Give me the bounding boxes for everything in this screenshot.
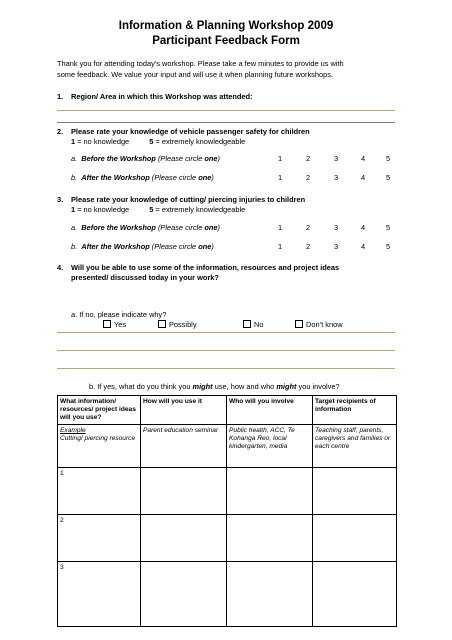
question-2b-instruction: (Please circle — [151, 173, 199, 182]
scale-high-text: = extremely knowledgeable — [155, 205, 246, 214]
question-3-scale-legend — [71, 205, 245, 215]
question-3a-label: a. — [71, 223, 78, 232]
scale-low-text: = no knowledge — [77, 205, 130, 214]
question-2a — [71, 154, 220, 164]
question-3b-paren: ) — [211, 242, 214, 251]
question-4 — [57, 263, 339, 283]
table-header: Target recipients of information — [313, 396, 397, 425]
question-3-text: Please rate your knowledge of cutting/ piercing injuries to children — [71, 195, 306, 204]
rating-2b-3[interactable]: 3 — [334, 173, 339, 182]
table-cell[interactable] — [227, 562, 313, 627]
rating-2a-2[interactable]: 2 — [306, 154, 311, 163]
question-2b-paren: ) — [211, 173, 214, 182]
option-dont-know-label: Don’t know — [306, 320, 343, 329]
scale-high-number: 5 — [149, 137, 154, 146]
question-3b-one: one — [198, 242, 212, 251]
question-2b-bold: After the Workshop — [81, 173, 150, 182]
usage-table — [57, 395, 397, 627]
section-divider — [57, 122, 395, 123]
rating-3a-3[interactable]: 3 — [334, 223, 339, 232]
option-no[interactable] — [243, 320, 263, 329]
rating-3b-3[interactable]: 3 — [334, 242, 339, 251]
rating-2b-4[interactable]: 4 — [361, 173, 366, 182]
table-cell[interactable]: 1 — [58, 468, 141, 515]
form-subtitle: Participant Feedback Form — [152, 35, 300, 47]
question-4-line-2: presented/ discussed today in your work? — [71, 273, 219, 282]
table-header: How will you use it — [141, 396, 227, 425]
example-col-1: Cutting/ piercing resource — [60, 435, 136, 442]
table-cell[interactable]: 3 — [58, 562, 141, 627]
question-4b-might-2: might — [276, 382, 297, 391]
rating-2a-4[interactable]: 4 — [361, 154, 366, 163]
question-1-number: 1. — [57, 92, 64, 101]
option-yes-label: Yes — [114, 320, 127, 329]
question-3 — [57, 195, 305, 205]
table-example-row — [58, 425, 397, 468]
option-possibly-label: Possibly — [169, 320, 197, 329]
question-2a-paren: ) — [217, 154, 220, 163]
question-4a: a. If no, please indicate why? — [71, 310, 167, 319]
question-2-scale-legend — [71, 137, 245, 147]
question-4b-text-2: use, how and who — [212, 382, 277, 391]
question-3a-one: one — [204, 223, 218, 232]
rating-3b-2[interactable]: 2 — [306, 242, 311, 251]
option-dont-know[interactable] — [295, 320, 343, 329]
question-3b-instruction: (Please circle — [151, 242, 199, 251]
table-row[interactable] — [58, 468, 397, 515]
question-3b — [71, 242, 214, 252]
example-label: Example — [60, 427, 86, 434]
rating-3a-4[interactable]: 4 — [361, 223, 366, 232]
rating-3a-5[interactable]: 5 — [386, 223, 391, 232]
intro-line-2: some feedback. We value your input and will use it when planning future workshops. — [57, 70, 333, 79]
option-no-label: No — [254, 320, 264, 329]
table-cell: Public health, ACC, Te Kohanga Reo, local kindergarten, media — [227, 425, 313, 468]
rating-2a-1[interactable]: 1 — [278, 154, 283, 163]
table-cell[interactable] — [141, 515, 227, 562]
table-header: Who will you involve — [227, 396, 313, 425]
checkbox-icon[interactable] — [295, 320, 303, 328]
scale-low-text: = no knowledge — [77, 137, 130, 146]
question-1-text: Region/ Area in which this Workshop was attended: — [71, 92, 253, 101]
answer-line-1[interactable] — [57, 332, 395, 333]
scale-low-number: 1 — [71, 205, 76, 214]
option-yes[interactable] — [103, 320, 126, 329]
table-cell: Teaching staff, parents, caregivers and families or each centre — [313, 425, 397, 468]
question-2-text: Please rate your knowledge of vehicle passenger safety for children — [71, 127, 310, 136]
answer-line-3[interactable] — [57, 368, 395, 369]
question-3a — [71, 223, 220, 233]
question-3-number: 3. — [57, 195, 64, 204]
rating-2b-5[interactable]: 5 — [386, 173, 391, 182]
question-2b-label: b. — [71, 173, 78, 182]
question-4-line-1: Will you be able to use some of the information, resources and project ideas — [71, 263, 340, 272]
question-2a-instruction: (Please circle — [157, 154, 205, 163]
intro-line-1: Thank you for attending today’s workshop. Please take a few minutes to provide us with — [57, 59, 344, 68]
rating-3a-2[interactable]: 2 — [306, 223, 311, 232]
checkbox-icon[interactable] — [103, 320, 111, 328]
option-possibly[interactable] — [158, 320, 197, 329]
rating-3a-1[interactable]: 1 — [278, 223, 283, 232]
scale-high-text: = extremely knowledgeable — [155, 137, 246, 146]
rating-2a-3[interactable]: 3 — [334, 154, 339, 163]
table-cell[interactable] — [227, 468, 313, 515]
checkbox-icon[interactable] — [158, 320, 166, 328]
table-cell[interactable] — [141, 468, 227, 515]
answer-line-2[interactable] — [57, 350, 395, 351]
table-cell[interactable] — [313, 515, 397, 562]
rating-3b-4[interactable]: 4 — [361, 242, 366, 251]
rating-2b-2[interactable]: 2 — [306, 173, 311, 182]
checkbox-icon[interactable] — [243, 320, 251, 328]
table-cell — [58, 425, 141, 468]
form-title: Information & Planning Workshop 2009 — [118, 20, 334, 32]
region-answer-line[interactable] — [57, 110, 395, 111]
question-2a-bold: Before the Workshop — [81, 154, 156, 163]
table-cell[interactable] — [313, 468, 397, 515]
table-cell[interactable] — [227, 515, 313, 562]
intro-text — [57, 58, 397, 80]
rating-3b-1[interactable]: 1 — [278, 242, 283, 251]
scale-high-number: 5 — [149, 205, 154, 214]
table-cell: Parent education seminar — [141, 425, 227, 468]
question-2b — [71, 173, 214, 183]
question-4b-text-1: b. If yes, what do you think you — [89, 382, 193, 391]
table-header: What information/ resources/ project ideas will you use? — [58, 396, 141, 425]
question-3b-label: b. — [71, 242, 78, 251]
question-3b-bold: After the Workshop — [81, 242, 150, 251]
rating-2b-1[interactable]: 1 — [278, 173, 283, 182]
question-2 — [57, 127, 310, 137]
question-2-number: 2. — [57, 127, 64, 136]
table-cell[interactable] — [141, 562, 227, 627]
table-header-row — [58, 396, 397, 425]
question-4b-might-1: might — [192, 382, 213, 391]
question-4b-text-3: you involve? — [296, 382, 340, 391]
rating-3b-5[interactable]: 5 — [386, 242, 391, 251]
question-3a-paren: ) — [217, 223, 220, 232]
scale-low-number: 1 — [71, 137, 76, 146]
table-row[interactable] — [58, 562, 397, 627]
table-cell[interactable] — [313, 562, 397, 627]
question-4b — [89, 382, 340, 392]
question-2a-label: a. — [71, 154, 78, 163]
question-4-number: 4. — [57, 263, 64, 272]
question-3a-instruction: (Please circle — [157, 223, 205, 232]
rating-2a-5[interactable]: 5 — [386, 154, 391, 163]
question-1 — [57, 92, 253, 102]
question-2b-one: one — [198, 173, 212, 182]
table-row[interactable] — [58, 515, 397, 562]
question-3a-bold: Before the Workshop — [81, 223, 156, 232]
question-2a-one: one — [204, 154, 218, 163]
table-cell[interactable]: 2 — [58, 515, 141, 562]
